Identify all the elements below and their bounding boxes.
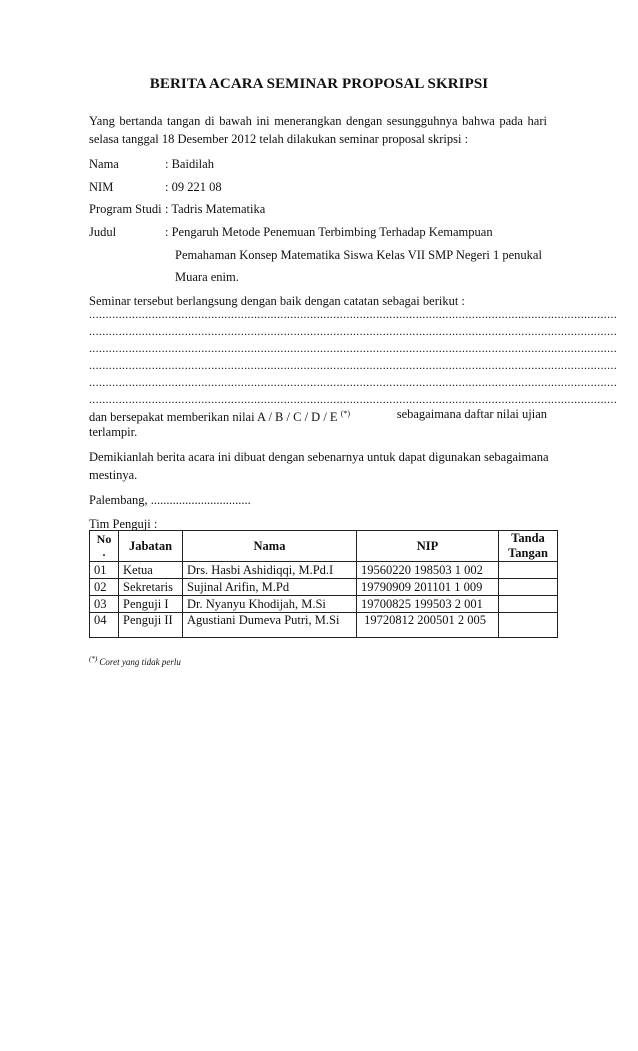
- cell-jabatan: Sekretaris: [119, 579, 183, 596]
- footnote: [89, 655, 181, 667]
- notes-dotted-line: ................................................................................................................................................................: [89, 324, 617, 338]
- closing-line-2: mestinya.: [89, 468, 138, 482]
- cell-nip: 19720812 200501 2 005: [357, 613, 499, 638]
- cell-nama: Agustiani Dumeva Putri, M.Si: [183, 613, 357, 638]
- document-title: BERITA ACARA SEMINAR PROPOSAL SKRIPSI: [149, 76, 489, 92]
- cell-jabatan: Ketua: [119, 562, 183, 579]
- cell-signature[interactable]: [499, 613, 558, 638]
- cell-nama: Dr. Nyanyu Khodijah, M.Si: [183, 596, 357, 613]
- field-label-prodi: Program Studi: [89, 202, 162, 216]
- intro-line-2: selasa tanggal 18 Desember 2012 telah dilakukan seminar proposal skripsi :: [89, 132, 469, 146]
- footnote-mark: (*): [89, 655, 98, 663]
- cell-signature[interactable]: [499, 562, 558, 579]
- header-no: No .: [90, 531, 119, 562]
- notes-dotted-line: ................................................................................................................................................................: [89, 307, 617, 321]
- intro-line-1: Yang bertanda tangan di bawah ini menerangkan dengan sesungguhnya bahwa pada hari: [89, 114, 547, 128]
- cell-no: 02: [90, 579, 119, 596]
- field-value-nama: : Baidilah: [165, 157, 214, 171]
- cell-no: 03: [90, 596, 119, 613]
- team-label: Tim Penguji :: [89, 517, 158, 531]
- cell-no: 01: [90, 562, 119, 579]
- seminar-notes-intro: Seminar tersebut berlangsung dengan baik dengan catatan sebagai berikut :: [89, 294, 465, 308]
- grade-line-2: terlampir.: [89, 425, 138, 439]
- cell-nama: Sujinal Arifin, M.Pd: [183, 579, 357, 596]
- header-nip: NIP: [357, 531, 499, 562]
- cell-signature[interactable]: [499, 596, 558, 613]
- cell-nip: 19560220 198503 1 002: [357, 562, 499, 579]
- header-tanda-tangan: Tanda Tangan: [499, 531, 558, 562]
- field-value-nim: : 09 221 08: [165, 180, 222, 194]
- field-label-judul: Judul: [89, 225, 117, 239]
- field-label-nama: Nama: [89, 157, 119, 171]
- cell-nama: Drs. Hasbi Ashidiqqi, M.Pd.I: [183, 562, 357, 579]
- judul-continuation-2: Muara enim.: [175, 270, 239, 284]
- grade-line: [89, 405, 547, 426]
- header-nama: Nama: [183, 531, 357, 562]
- cell-jabatan: Penguji I: [119, 596, 183, 613]
- field-label-nim: NIM: [89, 180, 114, 194]
- cell-no: 04: [90, 613, 119, 638]
- notes-dotted-line: ................................................................................................................................................................: [89, 375, 617, 389]
- notes-dotted-line: ................................................................................................................................................................: [89, 341, 617, 355]
- closing-line-1: Demikianlah berita acara ini dibuat dengan sebenarnya untuk dapat digunakan sebagaimana: [89, 450, 549, 464]
- cell-nip: 19700825 199503 2 001: [357, 596, 499, 613]
- examiners-table: [89, 530, 558, 638]
- grade-line-prefix: dan bersepakat memberikan nilai A / B / C / D / E (*): [89, 409, 351, 425]
- table-row: [90, 579, 558, 596]
- cell-nip: 19790909 201101 1 009: [357, 579, 499, 596]
- judul-continuation-1: Pemahaman Konsep Matematika Siswa Kelas VII SMP Negeri 1 penukal: [175, 248, 542, 262]
- cell-jabatan: Penguji II: [119, 613, 183, 638]
- field-value-prodi: : Tadris Matematika: [165, 202, 266, 216]
- table-row: [90, 613, 558, 638]
- field-value-judul: : Pengaruh Metode Penemuan Terbimbing Terhadap Kemampuan: [165, 225, 493, 239]
- grade-mark: (*): [340, 409, 351, 418]
- grade-line-suffix: sebagaimana daftar nilai ujian: [396, 407, 547, 421]
- notes-dotted-line: ................................................................................................................................................................: [89, 392, 617, 406]
- table-row: [90, 562, 558, 579]
- table-header-row: [90, 531, 558, 562]
- table-row: [90, 596, 558, 613]
- footnote-text: Coret yang tidak perlu: [99, 657, 181, 667]
- cell-signature[interactable]: [499, 579, 558, 596]
- notes-dotted-line: ................................................................................................................................................................: [89, 358, 617, 372]
- header-jabatan: Jabatan: [119, 531, 183, 562]
- place-date: Palembang, ................................: [89, 493, 251, 507]
